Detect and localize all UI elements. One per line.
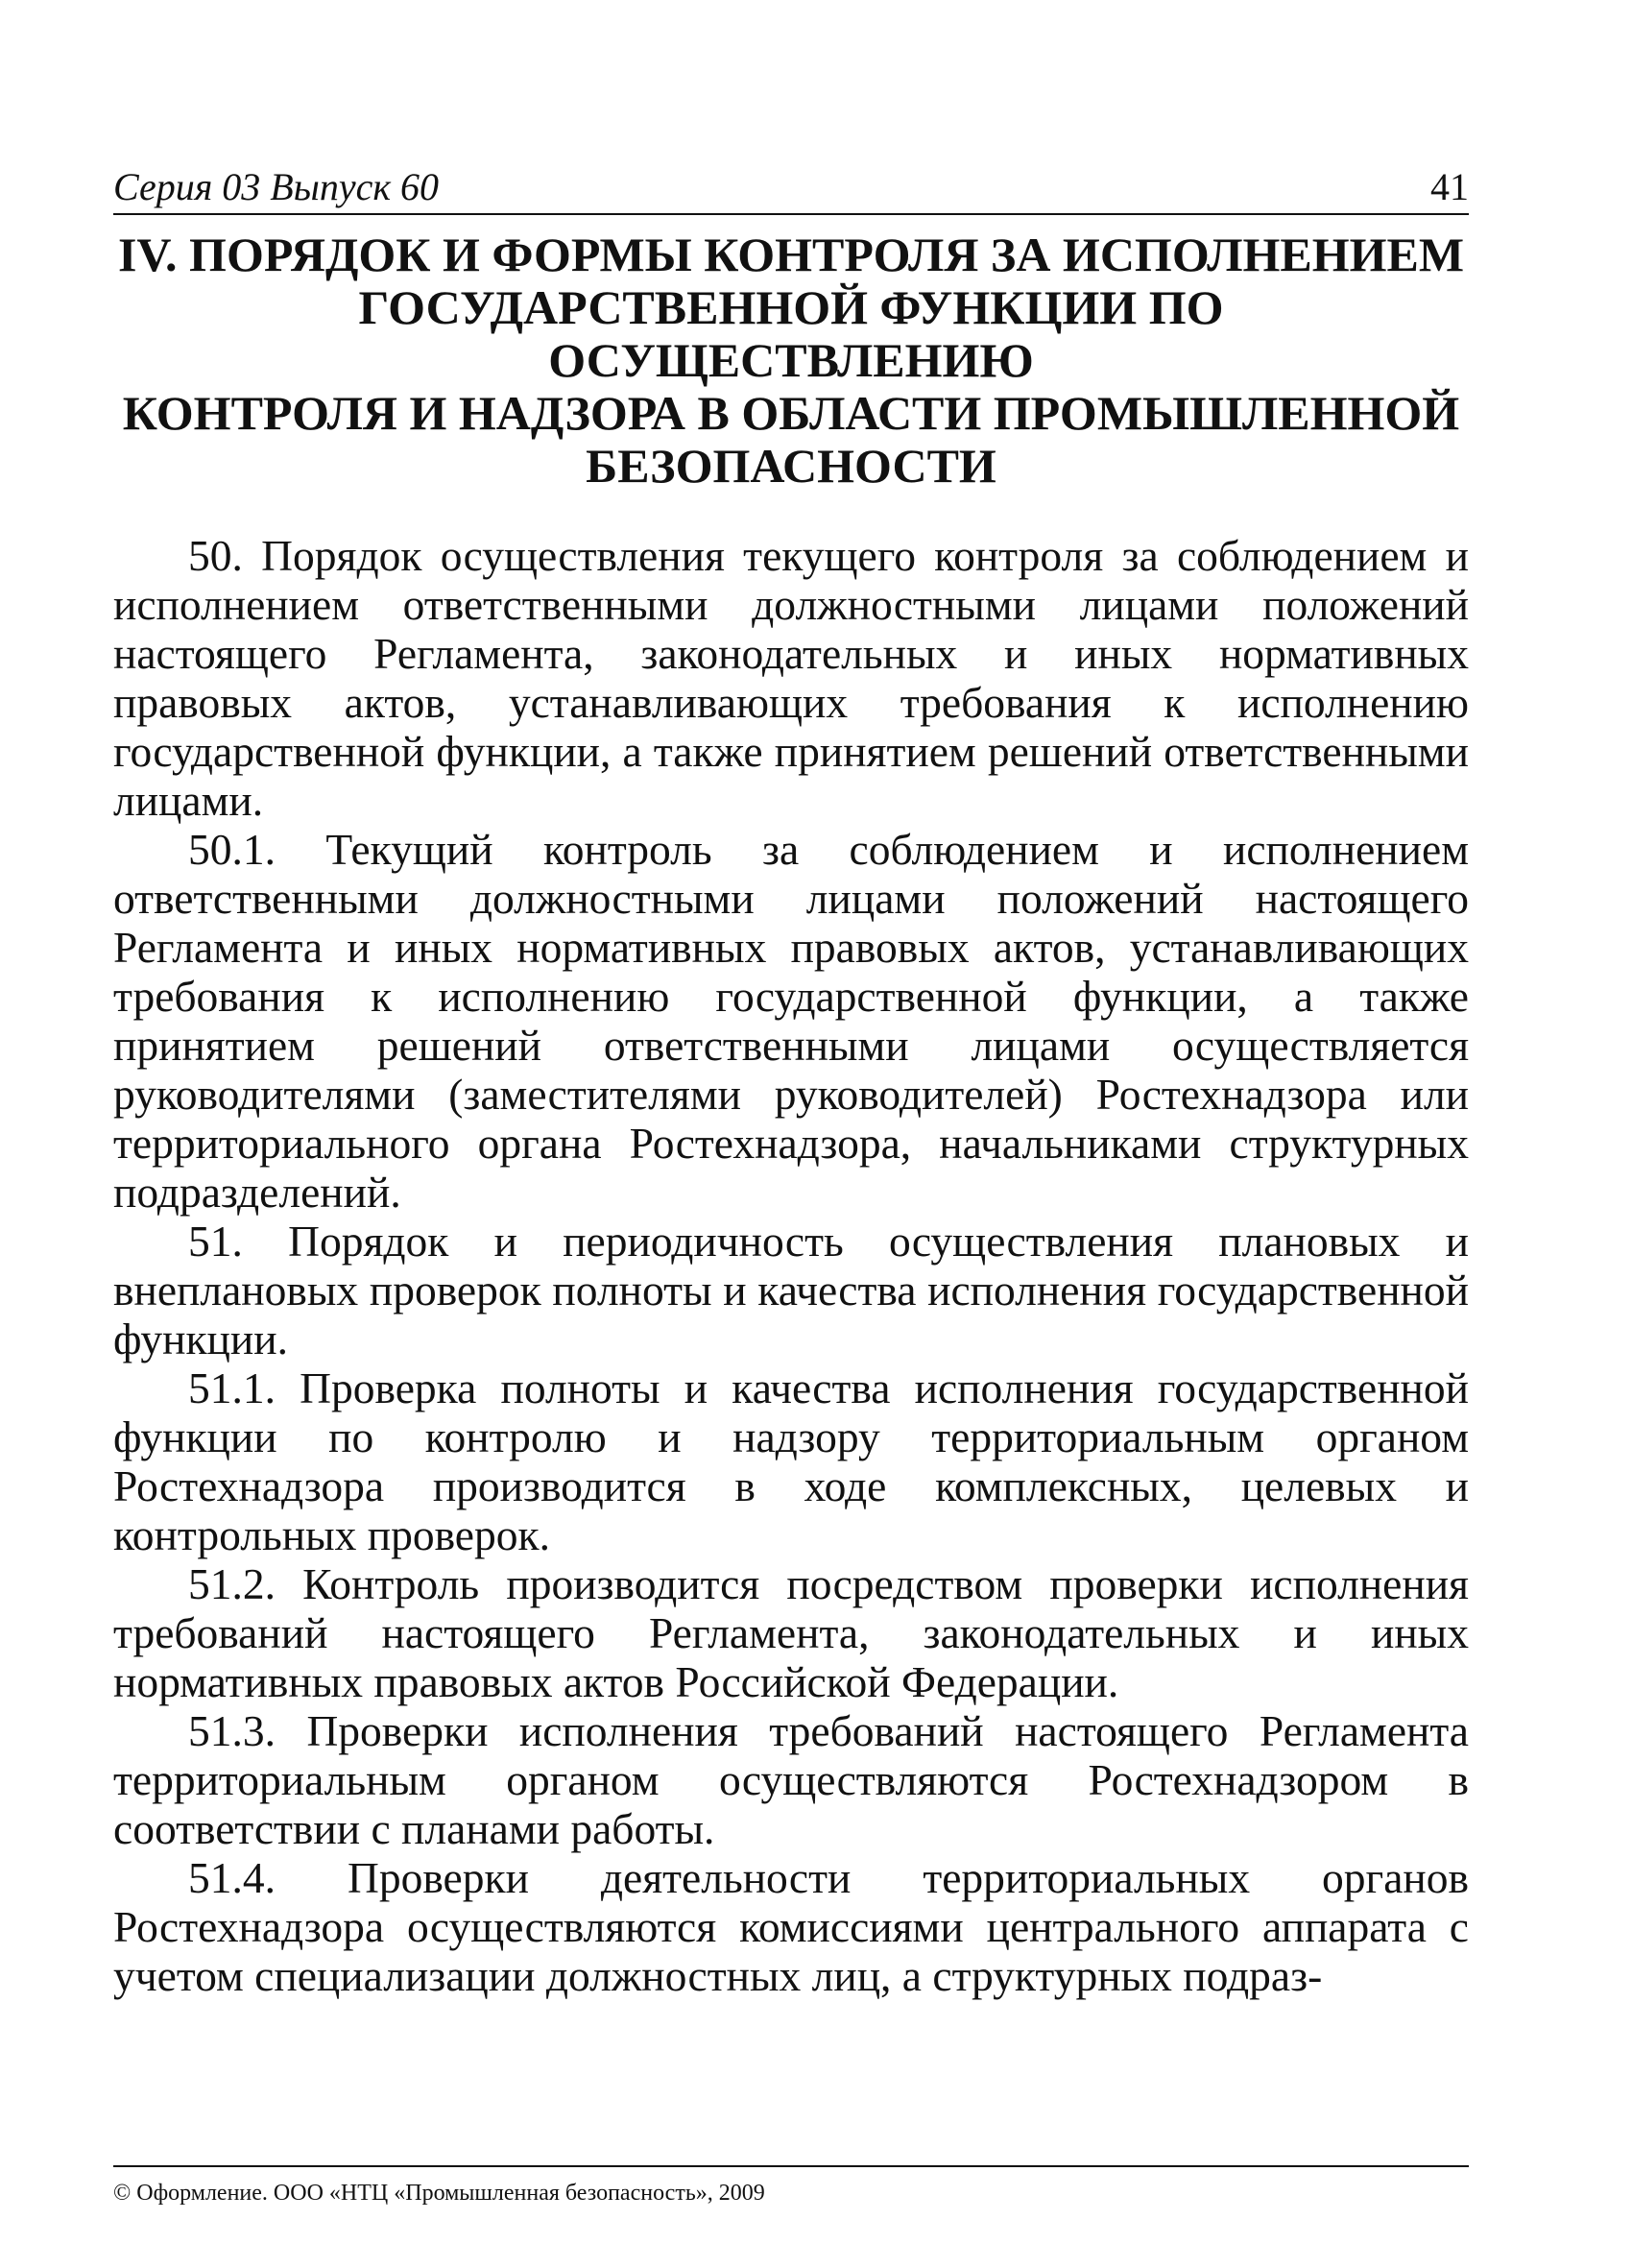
paragraph-51: 51. Порядок и периодичность осуществления плановых и внеплановых проверок полноты и качества исполнения государственной функции. — [113, 1217, 1469, 1363]
copyright-notice: © Оформление. ООО «НТЦ «Промышленная безопасность», 2009 — [113, 2181, 765, 2206]
section-title-line: КОНТРОЛЯ И НАДЗОРА В ОБЛАСТИ ПРОМЫШЛЕННОЙ — [122, 386, 1460, 440]
section-title-line: IV. ПОРЯДОК И ФОРМЫ КОНТРОЛЯ ЗА ИСПОЛНЕНИЕМ — [117, 228, 1465, 281]
body-text — [113, 531, 1469, 2000]
section-title-line: ГОСУДАРСТВЕННОЙ ФУНКЦИИ ПО ОСУЩЕСТВЛЕНИЮ — [358, 280, 1224, 387]
page-footer — [113, 2165, 1469, 2207]
paragraph-50-1: 50.1. Текущий контроль за соблюдением и исполнением ответственными должностными лицами положений настоящего Регламента и иных нормативных правовых актов, устанавливающих требования к исполнению государственной функции, а также принятием решений ответственными лицами осуществляется руководителями (заместителями руководителей) Ростехнадзора или территориального органа Ростехнадзора, начальниками структурных подразделений. — [113, 825, 1469, 1217]
paragraph-50: 50. Порядок осуществления текущего контроля за соблюдением и исполнением ответственными должностными лицами положений настоящего Регламента, законодательных и иных нормативных правовых актов, устанавливающих требования к исполнению государственной функции, а также принятием решений ответственными лицами. — [113, 531, 1469, 825]
running-header — [113, 154, 1469, 215]
paragraph-51-2: 51.2. Контроль производится посредством проверки исполнения требований настоящего Регламента, законодательных и иных нормативных правовых актов Российской Федерации. — [113, 1559, 1469, 1706]
section-title-line: БЕЗОПАСНОСТИ — [586, 439, 996, 493]
paragraph-51-4: 51.4. Проверки деятельности территориальных органов Ростехнадзора осуществляются комиссиями центрального аппарата с учетом специализации должностных лиц, а структурных подраз- — [113, 1853, 1469, 2000]
page-number: 41 — [1430, 165, 1469, 208]
section-title — [113, 229, 1469, 493]
document-page — [113, 154, 1469, 2000]
paragraph-51-1: 51.1. Проверка полноты и качества исполнения государственной функции по контролю и надзору территориальным органом Ростехнадзора производится в ходе комплексных, целевых и контрольных проверок. — [113, 1363, 1469, 1559]
series-label: Серия 03 Выпуск 60 — [113, 165, 440, 208]
paragraph-51-3: 51.3. Проверки исполнения требований настоящего Регламента территориальным органом осуществляются Ростехнадзором в соответствии с планами работы. — [113, 1706, 1469, 1853]
